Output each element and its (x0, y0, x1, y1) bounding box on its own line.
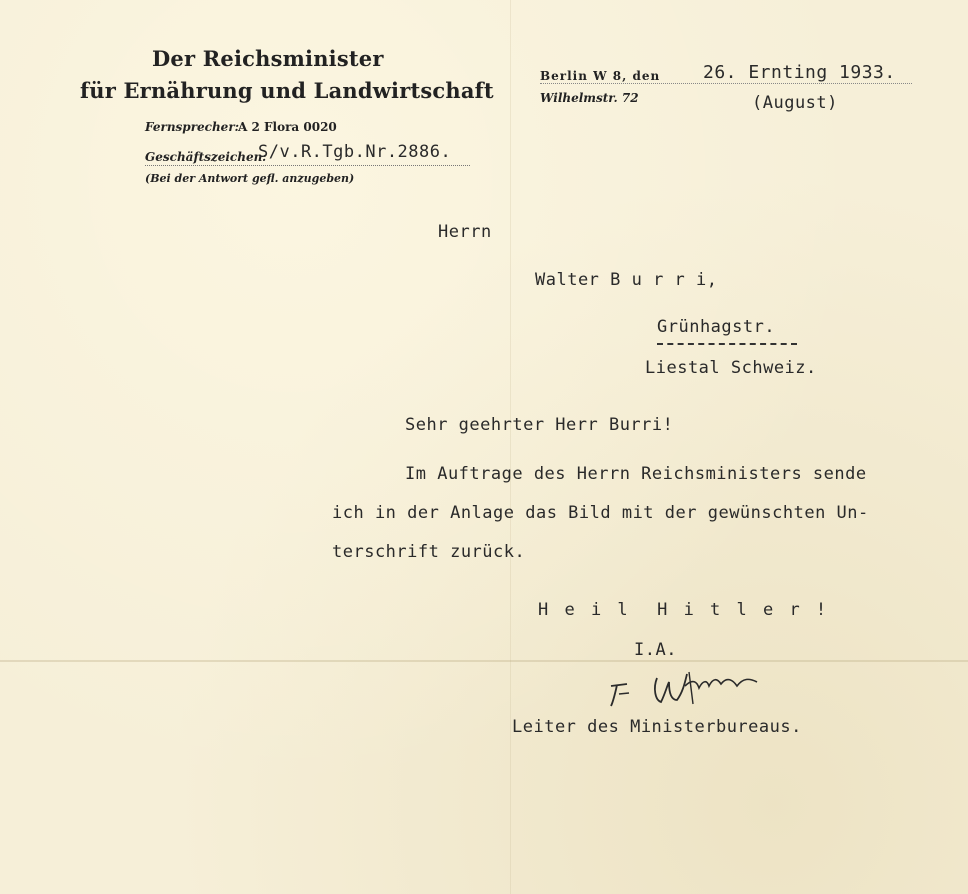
reference-dotted-line (145, 165, 470, 166)
body-line-2: ich in der Anlage das Bild mit der gewünschten Un- (332, 503, 869, 523)
ia-mark: I.A. (634, 640, 677, 660)
letterhead-title: Der Reichsminister (152, 46, 384, 71)
recipient-city: Liestal Schweiz. (645, 358, 817, 378)
paper-fold (0, 660, 968, 662)
paper-fold-vertical (510, 0, 511, 894)
body-line-1: Im Auftrage des Herrn Reichsministers sende (405, 464, 867, 484)
address-salutation: Herrn (438, 222, 492, 242)
reference-note: (Bei der Antwort gefl. anzugeben) (145, 172, 355, 185)
letter-date: 26. Ernting 1933. (703, 62, 896, 83)
signatory-title: Leiter des Ministerbureaus. (512, 717, 802, 737)
place-city: Berlin W 8, den (540, 69, 661, 83)
address-dash-line (657, 343, 797, 345)
recipient-street: Grünhagstr. (657, 317, 776, 337)
phone-label: Fernsprecher: (145, 120, 240, 134)
reference-label: Geschäftszeichen: (145, 150, 267, 164)
body-line-3: terschrift zurück. (332, 542, 526, 562)
closing-phrase: H e i l H i t l e r ! (538, 600, 830, 620)
recipient-name: Walter B u r r i, (535, 270, 718, 290)
greeting: Sehr geehrter Herr Burri! (405, 415, 674, 435)
reference-number: S/v.R.Tgb.Nr.2886. (258, 142, 452, 162)
date-month-note: (August) (752, 93, 838, 113)
handwritten-signature (605, 664, 765, 719)
place-street: Wilhelmstr. 72 (540, 91, 639, 105)
phone-value: A 2 Flora 0020 (238, 120, 337, 134)
date-dotted-line (540, 83, 912, 84)
letterhead-subtitle: für Ernährung und Landwirtschaft (80, 78, 494, 103)
